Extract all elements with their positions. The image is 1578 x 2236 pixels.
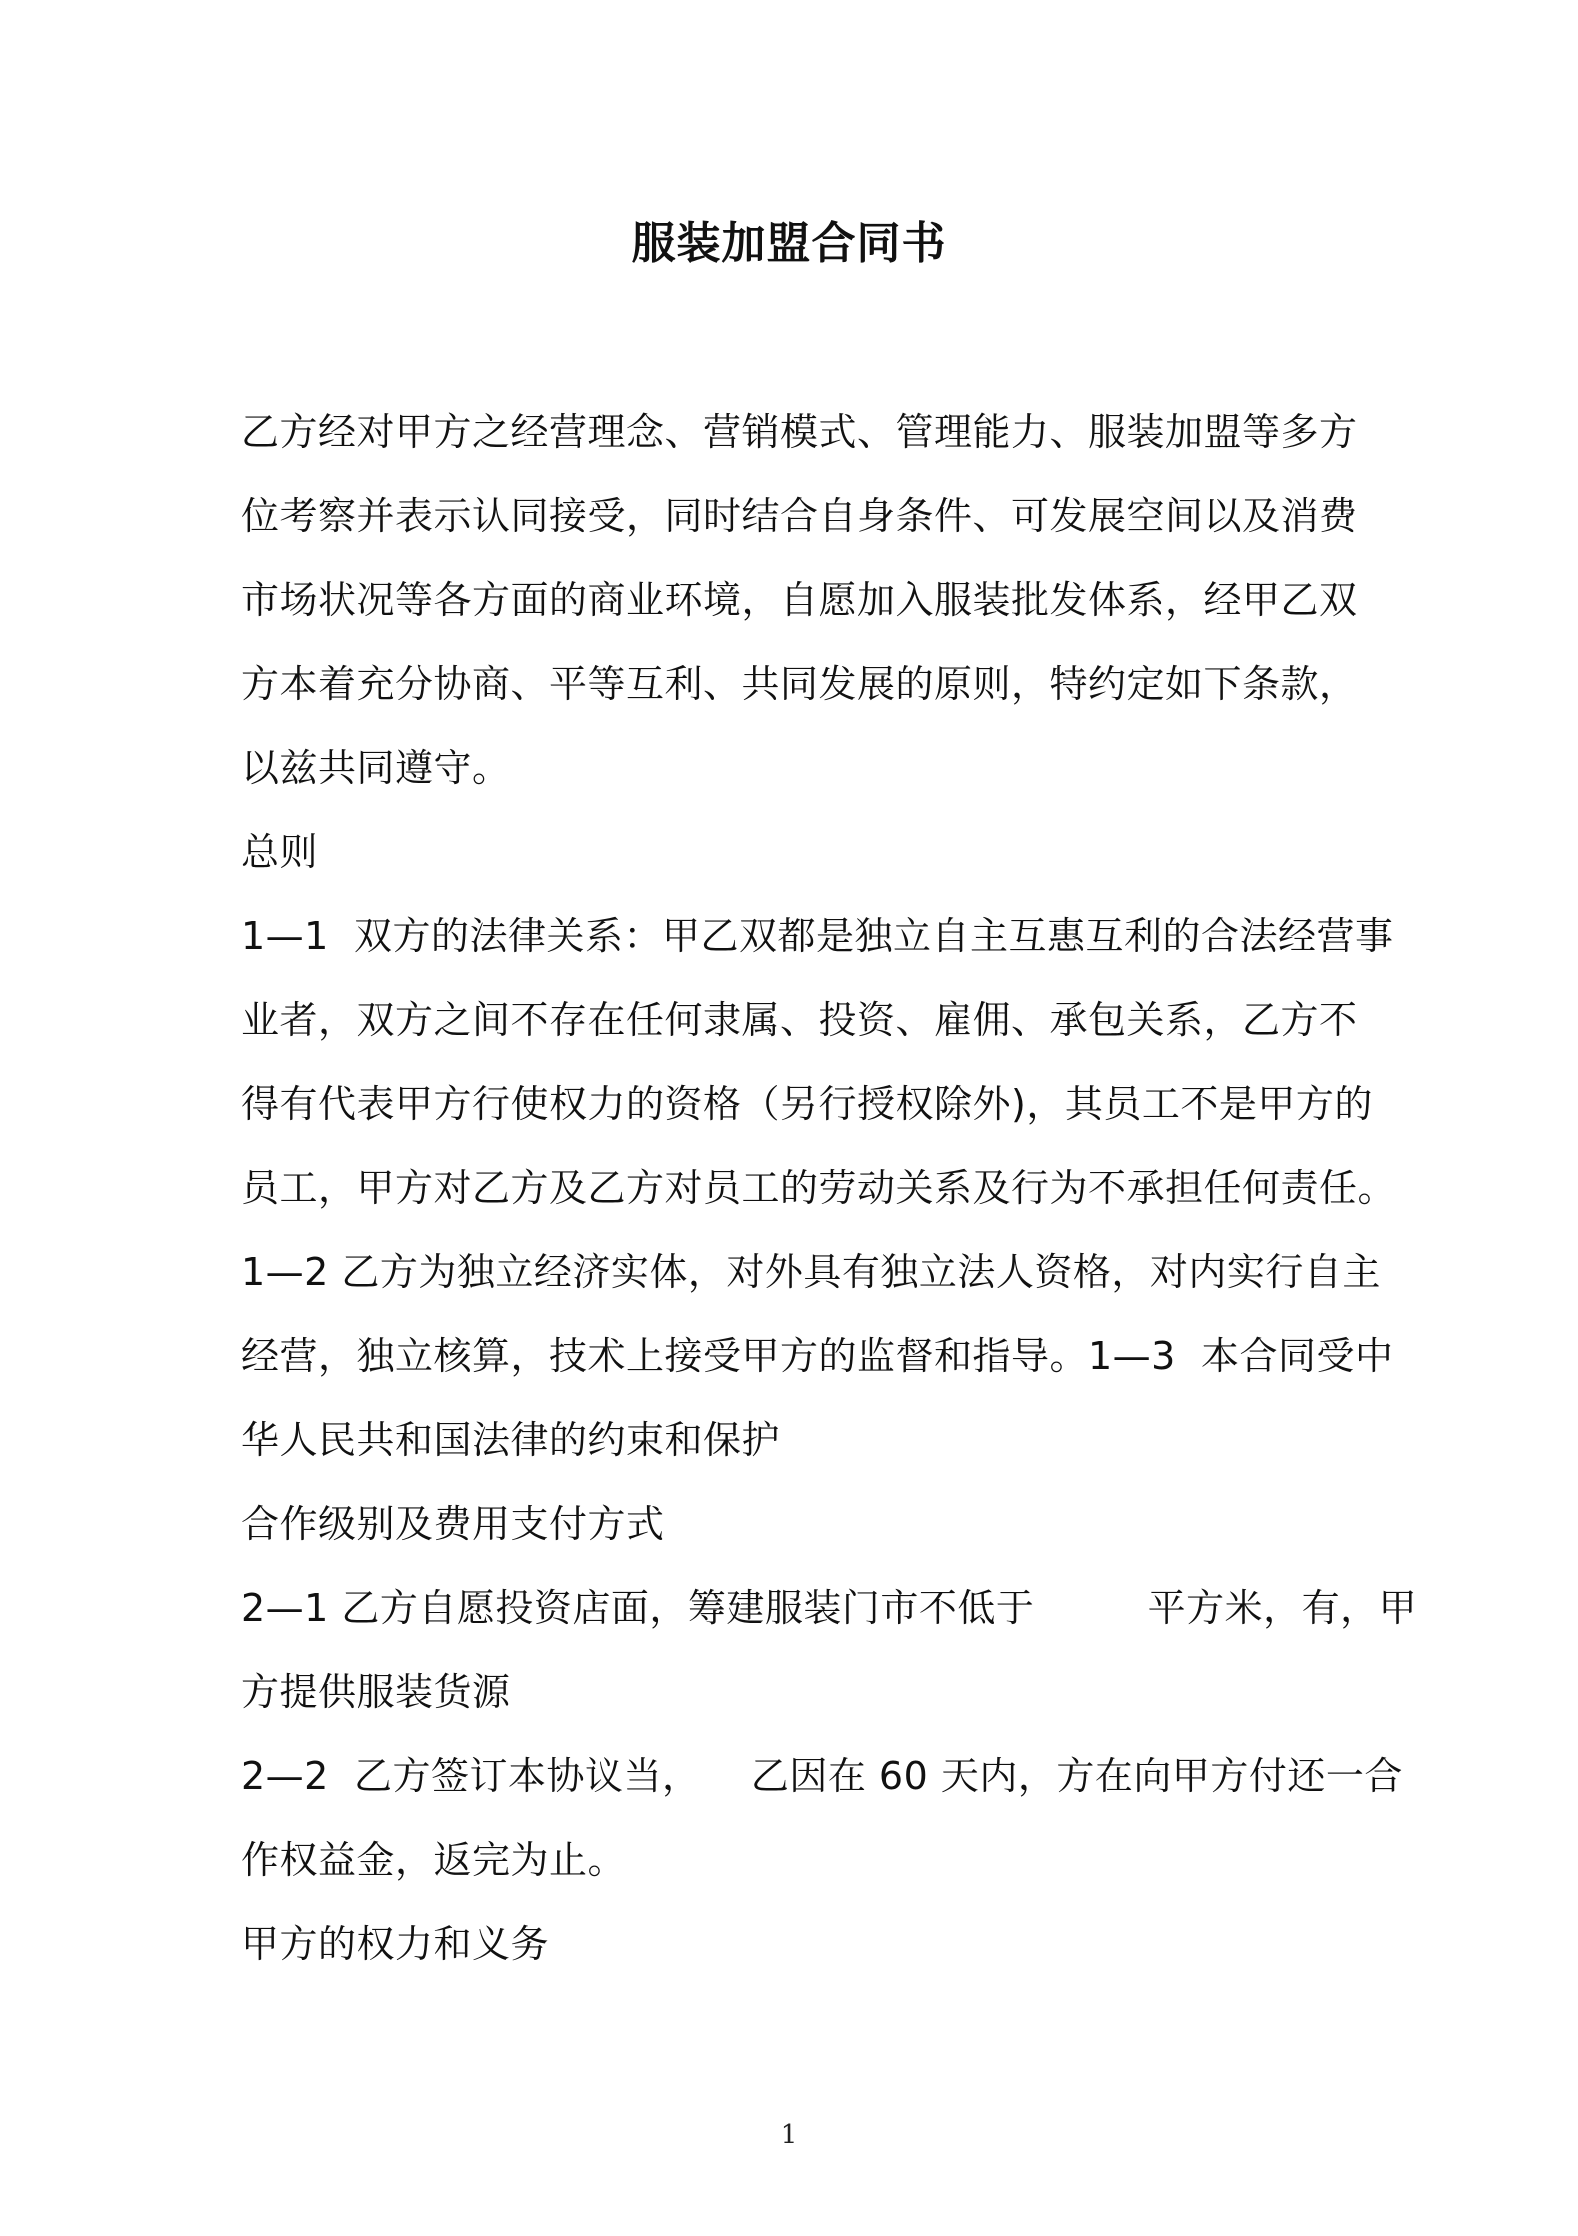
clause-line: 2—1 乙方自愿投资店面，筹建服装门市不低于 平方米，有，甲: [241, 1586, 1418, 1630]
clause-line: 经营，独立核算，技术上接受甲方的监督和指导。1—3 本合同受中: [241, 1334, 1394, 1378]
clause-line: 1—2 乙方为独立经济实体，对外具有独立法人资格，对内实行自主: [241, 1250, 1381, 1294]
clause-line: 1—1 双方的法律关系：甲乙双都是独立自主互惠互利的合法经营事: [241, 914, 1394, 958]
section-heading-cooperation: 合作级别及费用支付方式: [241, 1502, 665, 1546]
body-line: 位考察并表示认同接受，同时结合自身条件、可发展空间以及消费: [241, 494, 1358, 538]
page-number: 1: [780, 2120, 798, 2150]
body-line: 市场状况等各方面的商业环境，自愿加入服装批发体系，经甲乙双: [241, 578, 1358, 622]
clause-line: 2—2 乙方签订本协议当， 乙因在 60 天内，方在向甲方付还一合: [241, 1754, 1403, 1798]
clause-line: 华人民共和国法律的约束和保护: [241, 1418, 781, 1462]
section-heading-general: 总则: [241, 830, 319, 874]
clause-line: 业者，双方之间不存在任何隶属、投资、雇佣、承包关系，乙方不: [241, 998, 1358, 1042]
body-line: 乙方经对甲方之经营理念、营销模式、管理能力、服装加盟等多方: [241, 410, 1358, 454]
body-line: 方本着充分协商、平等互利、共同发展的原则，特约定如下条款，: [241, 662, 1358, 706]
section-heading-rights: 甲方的权力和义务: [241, 1922, 550, 1966]
clause-line: 作权益金，返完为止。: [241, 1838, 627, 1882]
clause-line: 方提供服装货源: [241, 1670, 511, 1714]
document-title: 服装加盟合同书: [631, 218, 947, 269]
body-line: 以兹共同遵守。: [241, 746, 511, 790]
clause-line: 员工，甲方对乙方及乙方对员工的劳动关系及行为不承担任何责任。: [241, 1166, 1397, 1210]
clause-line: 得有代表甲方行使权力的资格（另行授权除外)，其员工不是甲方的: [241, 1082, 1373, 1126]
